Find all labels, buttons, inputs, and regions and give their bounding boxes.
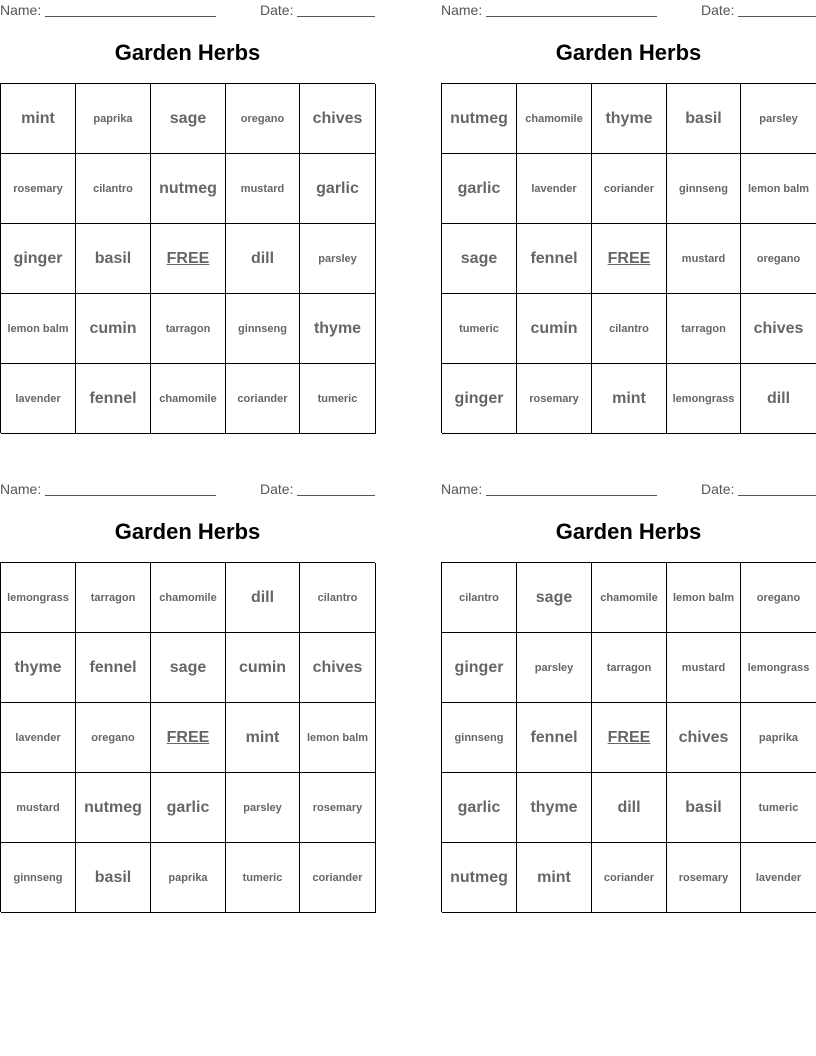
- bingo-cell: garlic: [442, 154, 517, 224]
- bingo-grid: [441, 562, 816, 912]
- bingo-cell: lemon balm: [667, 563, 741, 633]
- name-field-line: [486, 495, 657, 496]
- bingo-grid: [0, 562, 375, 912]
- bingo-cell: coriander: [592, 843, 667, 913]
- name-field-line: [45, 495, 216, 496]
- bingo-cell: cilantro: [442, 563, 517, 633]
- bingo-cell: mustard: [1, 773, 76, 843]
- bingo-cell: garlic: [300, 154, 376, 224]
- bingo-cell: ginger: [442, 364, 517, 434]
- bingo-cell: fennel: [76, 633, 151, 703]
- bingo-cell: lavender: [1, 364, 76, 434]
- bingo-cell: parsley: [741, 84, 816, 154]
- bingo-cell: coriander: [226, 364, 300, 434]
- date-label: Date:: [260, 481, 294, 497]
- bingo-grid: [0, 83, 375, 433]
- bingo-cell: chamomile: [517, 84, 592, 154]
- free-space-cell: FREE: [151, 224, 226, 294]
- bingo-cell: dill: [226, 224, 300, 294]
- name-label: Name:: [441, 2, 483, 18]
- bingo-cell: sage: [151, 84, 226, 154]
- bingo-cell: tumeric: [442, 294, 517, 364]
- bingo-cell: cilantro: [592, 294, 667, 364]
- bingo-cell: chamomile: [592, 563, 667, 633]
- bingo-cell: oregano: [741, 224, 816, 294]
- bingo-cell: thyme: [592, 84, 667, 154]
- bingo-cell: tumeric: [226, 843, 300, 913]
- bingo-cell: tumeric: [741, 773, 816, 843]
- free-space-cell: FREE: [592, 703, 667, 773]
- bingo-cell: lavender: [517, 154, 592, 224]
- bingo-cell: cumin: [226, 633, 300, 703]
- bingo-cell: basil: [76, 843, 151, 913]
- bingo-cell: basil: [76, 224, 151, 294]
- bingo-cell: parsley: [517, 633, 592, 703]
- bingo-cell: rosemary: [667, 843, 741, 913]
- bingo-cell: dill: [741, 364, 816, 434]
- bingo-cell: mint: [226, 703, 300, 773]
- card-header: [441, 0, 816, 20]
- bingo-cell: tumeric: [300, 364, 376, 434]
- bingo-cell: thyme: [517, 773, 592, 843]
- bingo-cell: oregano: [741, 563, 816, 633]
- name-field-line: [45, 16, 216, 17]
- bingo-cell: ginnseng: [226, 294, 300, 364]
- bingo-cell: coriander: [592, 154, 667, 224]
- bingo-cell: lemongrass: [1, 563, 76, 633]
- bingo-cell: basil: [667, 773, 741, 843]
- date-label: Date:: [260, 2, 294, 18]
- card-title: Garden Herbs: [555, 40, 702, 65]
- bingo-cell: parsley: [226, 773, 300, 843]
- card-header: [441, 479, 816, 499]
- bingo-cell: nutmeg: [442, 84, 517, 154]
- bingo-cell: cilantro: [76, 154, 151, 224]
- free-space-cell: FREE: [592, 224, 667, 294]
- name-label: Name:: [0, 2, 42, 18]
- free-space-cell: FREE: [151, 703, 226, 773]
- bingo-grid: [441, 83, 816, 433]
- date-label: Date:: [701, 2, 735, 18]
- bingo-cell: cilantro: [300, 563, 376, 633]
- bingo-cell: mint: [517, 843, 592, 913]
- bingo-cell: fennel: [517, 703, 592, 773]
- bingo-cell: rosemary: [1, 154, 76, 224]
- bingo-cell: rosemary: [300, 773, 376, 843]
- date-field-line: [738, 495, 816, 496]
- bingo-cell: lemongrass: [741, 633, 816, 703]
- bingo-cell: chives: [300, 633, 376, 703]
- bingo-cell: paprika: [151, 843, 226, 913]
- card-header: [0, 0, 375, 20]
- bingo-cell: mint: [1, 84, 76, 154]
- bingo-cell: lemon balm: [1, 294, 76, 364]
- bingo-cell: garlic: [151, 773, 226, 843]
- bingo-cell: coriander: [300, 843, 376, 913]
- bingo-cell: paprika: [76, 84, 151, 154]
- bingo-cell: garlic: [442, 773, 517, 843]
- bingo-cell: dill: [592, 773, 667, 843]
- name-label: Name:: [0, 481, 42, 497]
- bingo-cell: lemon balm: [300, 703, 376, 773]
- bingo-cell: thyme: [300, 294, 376, 364]
- bingo-cell: dill: [226, 563, 300, 633]
- bingo-cell: mint: [592, 364, 667, 434]
- card-title: Garden Herbs: [114, 519, 261, 544]
- bingo-cell: basil: [667, 84, 741, 154]
- bingo-cell: thyme: [1, 633, 76, 703]
- bingo-cell: sage: [442, 224, 517, 294]
- name-field-line: [486, 16, 657, 17]
- date-label: Date:: [701, 481, 735, 497]
- bingo-cell: tarragon: [76, 563, 151, 633]
- date-field-line: [297, 16, 375, 17]
- bingo-cell: parsley: [300, 224, 376, 294]
- date-field-line: [738, 16, 816, 17]
- bingo-cell: sage: [151, 633, 226, 703]
- bingo-cell: ginnseng: [1, 843, 76, 913]
- card-title: Garden Herbs: [114, 40, 261, 65]
- bingo-cell: ginger: [1, 224, 76, 294]
- bingo-cell: lavender: [1, 703, 76, 773]
- bingo-cell: fennel: [517, 224, 592, 294]
- bingo-cell: chamomile: [151, 563, 226, 633]
- bingo-cell: lavender: [741, 843, 816, 913]
- bingo-cell: mustard: [226, 154, 300, 224]
- bingo-cell: ginnseng: [667, 154, 741, 224]
- bingo-cell: ginnseng: [442, 703, 517, 773]
- bingo-cell: nutmeg: [76, 773, 151, 843]
- bingo-cell: ginger: [442, 633, 517, 703]
- name-label: Name:: [441, 481, 483, 497]
- bingo-cell: oregano: [76, 703, 151, 773]
- bingo-cell: cumin: [76, 294, 151, 364]
- bingo-cell: chives: [300, 84, 376, 154]
- date-field-line: [297, 495, 375, 496]
- bingo-cell: nutmeg: [442, 843, 517, 913]
- bingo-cell: cumin: [517, 294, 592, 364]
- bingo-cell: chamomile: [151, 364, 226, 434]
- bingo-cell: tarragon: [592, 633, 667, 703]
- bingo-cell: sage: [517, 563, 592, 633]
- bingo-cell: paprika: [741, 703, 816, 773]
- bingo-cell: tarragon: [667, 294, 741, 364]
- bingo-cell: fennel: [76, 364, 151, 434]
- bingo-cell: rosemary: [517, 364, 592, 434]
- bingo-cell: lemongrass: [667, 364, 741, 434]
- bingo-cell: lemon balm: [741, 154, 816, 224]
- bingo-cell: oregano: [226, 84, 300, 154]
- bingo-cell: mustard: [667, 633, 741, 703]
- bingo-cell: nutmeg: [151, 154, 226, 224]
- card-header: [0, 479, 375, 499]
- bingo-cell: mustard: [667, 224, 741, 294]
- bingo-cell: tarragon: [151, 294, 226, 364]
- bingo-cell: chives: [667, 703, 741, 773]
- card-title: Garden Herbs: [555, 519, 702, 544]
- bingo-cell: chives: [741, 294, 816, 364]
